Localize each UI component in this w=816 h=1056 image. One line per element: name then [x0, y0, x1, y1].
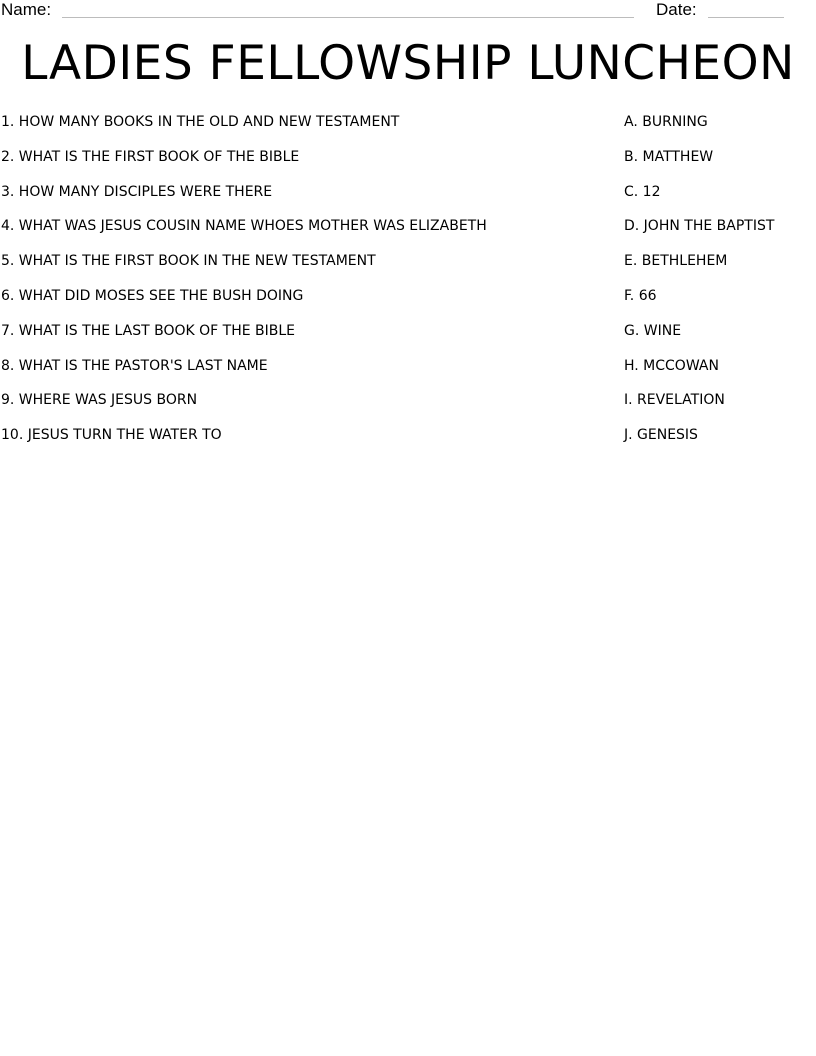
- question-1: 1. HOW MANY BOOKS IN THE OLD AND NEW TESTAMENT: [1, 114, 400, 130]
- list-item: [0, 182, 816, 217]
- question-10: 10. JESUS TURN THE WATER TO: [1, 427, 222, 444]
- question-5: 5. WHAT IS THE FIRST BOOK IN THE NEW TESTAMENT: [1, 253, 376, 270]
- list-item: [0, 147, 816, 182]
- page-title: LADIES FELLOWSHIP LUNCHEON: [21, 36, 795, 91]
- question-9: 9. WHERE WAS JESUS BORN: [1, 392, 198, 409]
- question-4: 4. WHAT WAS JESUS COUSIN NAME WHOES MOTHER WAS ELIZABETH: [1, 218, 487, 235]
- answer-g: G. WINE: [624, 322, 682, 339]
- date-blank-line: [708, 17, 784, 18]
- list-item: [0, 356, 816, 391]
- matching-list: [0, 112, 816, 460]
- worksheet-header: [0, 0, 816, 24]
- answer-c: C. 12: [624, 183, 661, 200]
- name-label: Name:: [1, 0, 52, 19]
- list-item: [0, 216, 816, 251]
- question-3: 3. HOW MANY DISCIPLES WERE THERE: [1, 183, 273, 200]
- question-6: 6. WHAT DID MOSES SEE THE BUSH DOING: [1, 287, 304, 304]
- answer-j: J. GENESIS: [624, 427, 698, 444]
- list-item: [0, 390, 816, 425]
- list-item: [0, 321, 816, 356]
- list-item: [0, 251, 816, 286]
- answer-a: A. BURNING: [624, 114, 708, 130]
- answer-f: F. 66: [624, 287, 657, 304]
- date-label: Date:: [656, 0, 697, 19]
- answer-d: D. JOHN THE BAPTIST: [624, 218, 775, 235]
- list-item: [0, 286, 816, 321]
- question-2: 2. WHAT IS THE FIRST BOOK OF THE BIBLE: [1, 148, 300, 165]
- question-8: 8. WHAT IS THE PASTOR'S LAST NAME: [1, 357, 268, 374]
- question-7: 7. WHAT IS THE LAST BOOK OF THE BIBLE: [1, 322, 296, 339]
- list-item: [0, 112, 816, 147]
- answer-i: I. REVELATION: [624, 392, 725, 409]
- name-blank-line: [62, 17, 634, 18]
- list-item: [0, 425, 816, 460]
- answer-e: E. BETHLEHEM: [624, 253, 728, 270]
- answer-h: H. MCCOWAN: [624, 357, 719, 374]
- answer-b: B. MATTHEW: [624, 148, 714, 165]
